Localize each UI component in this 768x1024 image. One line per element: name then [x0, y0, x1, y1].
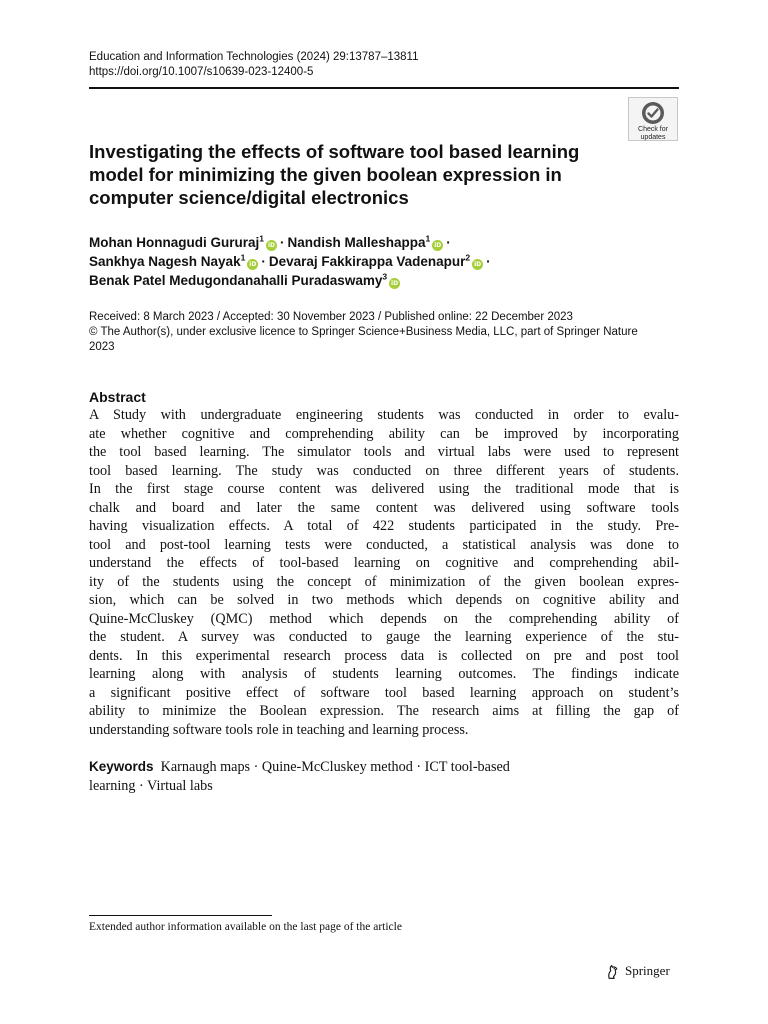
publication-history	[89, 310, 679, 355]
author-name[interactable]: Benak Patel Medugondanahalli Puradaswamy	[89, 273, 383, 288]
abstract-line: the student. A survey was conducted to gauge the learning experience of the stu-	[89, 629, 679, 645]
publisher-name: Springer	[625, 963, 670, 978]
author-name[interactable]: Nandish Malleshappa	[287, 235, 426, 250]
abstract-line: understand the effects of tool-based learning on cognitive and comprehending abil-	[89, 555, 679, 571]
abstract-line: ity of the students using the concept of minimization of the given boolean expres-	[89, 573, 679, 590]
abstract-line: sion, which can be solved in two methods which depends on cognitive ability and	[89, 592, 679, 608]
author-name[interactable]: Sankhya Nagesh Nayak	[89, 254, 241, 269]
abstract-line: Quine-McCluskey (QMC) method which depends on the comprehending ability of	[89, 610, 679, 627]
abstract-line: the tool based learning. The simulator tools and virtual labs were used to represent	[89, 444, 679, 460]
abstract-line: In the first stage course content was delivered using the traditional mode that is	[89, 481, 679, 497]
author-affiliation: 2	[465, 252, 471, 263]
check-for-updates-icon	[641, 101, 665, 125]
orcid-icon[interactable]: iD	[249, 261, 257, 268]
keywords-section	[89, 758, 679, 795]
keywords-label: Keywords	[89, 759, 154, 774]
author-separator: ·	[446, 235, 451, 250]
abstract-line: having visualization effects. A total of 422 students participated in the study. Pre-	[89, 518, 679, 534]
author-affiliation: 3	[382, 271, 388, 282]
journal-citation: Education and Information Technologies (2024) 29:13787–13811	[89, 51, 419, 63]
dates-line: Received: 8 March 2023 / Accepted: 30 November 2023 / Published online: 22 December 2023	[89, 311, 573, 323]
author-list	[89, 233, 649, 290]
copyright-year: 2023	[89, 341, 115, 353]
copyright-line: © The Author(s), under exclusive licence to Springer Science+Business Media, LLC, part of Springer Nature	[89, 326, 638, 338]
keywords-list: Karnaugh maps · Quine-McCluskey method · ICT tool-based	[160, 759, 510, 775]
abstract-line: ate whether cognitive and comprehending ability can be improved by incorporating	[89, 425, 679, 442]
footnote: Extended author information available on the last page of the article	[89, 921, 402, 933]
orcid-icon[interactable]: iD	[474, 261, 482, 268]
footnote-divider	[89, 915, 272, 916]
author-line-3	[89, 271, 649, 290]
abstract-line: understanding software tools role in teaching and learning process.	[89, 721, 469, 738]
author-line-1	[89, 233, 649, 252]
author-line-2	[89, 252, 649, 271]
doi-link[interactable]: https://doi.org/10.1007/s10639-023-12400-5	[89, 66, 314, 78]
orcid-icon[interactable]: iD	[391, 280, 399, 287]
abstract-line: A Study with undergraduate engineering students was conducted in order to evalu-	[89, 407, 679, 423]
header-divider	[89, 87, 679, 89]
author-affiliation: 1	[425, 233, 431, 244]
abstract-line: dents. In this experimental research process data is collected on pre and post tool	[89, 647, 679, 664]
check-for-updates-label: Check for updates	[638, 126, 668, 141]
abstract-line: a significant positive effect of software tool based learning approach on student’s	[89, 684, 679, 701]
author-affiliation: 1	[259, 233, 264, 244]
orcid-icon[interactable]: iD	[267, 242, 275, 249]
abstract-line: tool and post-tool learning tests were conducted, a statistical analysis was done to	[89, 536, 679, 553]
abstract-line: learning along with analysis of students learning outcomes. The findings indicate	[89, 666, 679, 682]
article-title: Investigating the effects of software tool based learning model for minimizing the given boolean expression in computer science/digital electronics	[89, 141, 580, 208]
abstract-text	[89, 406, 679, 739]
journal-header	[89, 50, 689, 80]
springer-horse-icon	[604, 963, 621, 980]
abstract-line: ability to minimize the Boolean expression. The research aims at filling the gap of	[89, 703, 679, 719]
keywords-line-2: learning · Virtual labs	[89, 777, 213, 794]
check-for-updates-badge[interactable]	[628, 97, 678, 141]
author-separator: ·	[486, 254, 491, 269]
publisher-logo	[604, 961, 670, 981]
abstract-heading: Abstract	[89, 389, 146, 405]
author-name[interactable]: Devaraj Fakkirappa Vadenapur	[268, 254, 466, 269]
abstract-line: chalk and board and later the same content was delivered using software tools	[89, 499, 679, 516]
abstract-line: tool based learning. The study was conducted on three different years of students.	[89, 462, 679, 479]
author-affiliation: 1	[240, 252, 246, 263]
author-name[interactable]: Mohan Honnagudi Gururaj	[89, 235, 260, 250]
author-separator: ·	[279, 235, 285, 250]
orcid-icon[interactable]: iD	[434, 242, 442, 249]
author-separator: ·	[261, 254, 266, 269]
keywords-line-1	[89, 758, 679, 777]
